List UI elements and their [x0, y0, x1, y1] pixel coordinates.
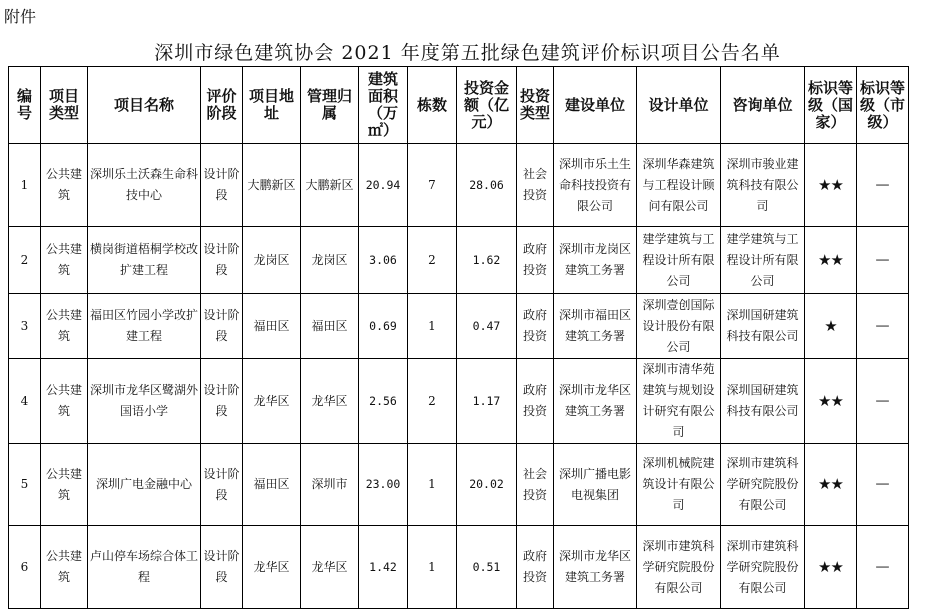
header-address: 项目地址: [243, 67, 301, 144]
cell-no: 6: [9, 526, 41, 609]
cell-buildings: 1: [408, 294, 457, 359]
cell-invest-type: 政府投资: [517, 294, 554, 359]
cell-investment: 1.62: [457, 227, 517, 294]
table-row: [9, 144, 909, 227]
cell-national-level: ★★: [805, 144, 857, 227]
header-consultant: 咨询单位: [721, 67, 805, 144]
cell-consultant: 深圳国研建筑科技有限公司: [721, 294, 805, 359]
cell-city-level: —: [857, 526, 909, 609]
header-designer: 设计单位: [637, 67, 721, 144]
header-no: 编号: [9, 67, 41, 144]
cell-designer: 深圳华森建筑与工程设计顾问有限公司: [637, 144, 721, 227]
cell-builder: 深圳广播电影电视集团: [554, 444, 637, 526]
table-header-row: [9, 67, 909, 144]
cell-stage: 设计阶段: [201, 359, 243, 444]
cell-type: 公共建筑: [41, 294, 88, 359]
cell-city-level: —: [857, 294, 909, 359]
cell-buildings: 1: [408, 444, 457, 526]
header-invest-type: 投资类型: [517, 67, 554, 144]
cell-type: 公共建筑: [41, 227, 88, 294]
cell-city-level: —: [857, 444, 909, 526]
table-row: [9, 444, 909, 526]
cell-buildings: 7: [408, 144, 457, 227]
cell-designer: 深圳壹创国际设计股份有限公司: [637, 294, 721, 359]
cell-name: 卢山停车场综合体工程: [88, 526, 201, 609]
table-row: [9, 526, 909, 609]
cell-jurisdiction: 龙华区: [301, 359, 359, 444]
cell-name: 深圳乐土沃森生命科技中心: [88, 144, 201, 227]
cell-name: 福田区竹园小学改扩建工程: [88, 294, 201, 359]
cell-stage: 设计阶段: [201, 526, 243, 609]
cell-buildings: 1: [408, 526, 457, 609]
cell-buildings: 2: [408, 227, 457, 294]
cell-investment: 1.17: [457, 359, 517, 444]
cell-city-level: —: [857, 144, 909, 227]
cell-area: 0.69: [359, 294, 408, 359]
cell-type: 公共建筑: [41, 526, 88, 609]
cell-stage: 设计阶段: [201, 227, 243, 294]
header-city-level: 标识等级（市级）: [857, 67, 909, 144]
cell-name: 深圳市龙华区鹭湖外国语小学: [88, 359, 201, 444]
cell-consultant: 深圳市建筑科学研究院股份有限公司: [721, 526, 805, 609]
cell-invest-type: 政府投资: [517, 359, 554, 444]
cell-investment: 0.51: [457, 526, 517, 609]
cell-designer: 深圳市建筑科学研究院股份有限公司: [637, 526, 721, 609]
cell-national-level: ★★: [805, 227, 857, 294]
attachment-label: 附件: [4, 7, 37, 26]
project-table: [8, 66, 909, 609]
page-title: 深圳市绿色建筑协会 2021 年度第五批绿色建筑评价标识项目公告名单: [154, 42, 781, 64]
cell-address: 大鹏新区: [243, 144, 301, 227]
header-builder: 建设单位: [554, 67, 637, 144]
cell-invest-type: 社会投资: [517, 444, 554, 526]
cell-jurisdiction: 深圳市: [301, 444, 359, 526]
cell-investment: 28.06: [457, 144, 517, 227]
cell-designer: 深圳市清华苑建筑与规划设计研究有限公司: [637, 359, 721, 444]
cell-national-level: ★★: [805, 359, 857, 444]
cell-city-level: —: [857, 227, 909, 294]
header-jurisdiction: 管理归属: [301, 67, 359, 144]
cell-national-level: ★★: [805, 444, 857, 526]
table-row: [9, 227, 909, 294]
cell-no: 5: [9, 444, 41, 526]
cell-area: 1.42: [359, 526, 408, 609]
cell-national-level: ★★: [805, 526, 857, 609]
cell-address: 福田区: [243, 444, 301, 526]
cell-address: 龙华区: [243, 526, 301, 609]
cell-builder: 深圳市龙岗区建筑工务署: [554, 227, 637, 294]
cell-stage: 设计阶段: [201, 294, 243, 359]
cell-address: 龙华区: [243, 359, 301, 444]
cell-consultant: 建学建筑与工程设计所有限公司: [721, 227, 805, 294]
table-row: [9, 359, 909, 444]
header-stage: 评价阶段: [201, 67, 243, 144]
cell-investment: 20.02: [457, 444, 517, 526]
table-row: [9, 294, 909, 359]
cell-jurisdiction: 龙华区: [301, 526, 359, 609]
cell-name: 深圳广电金融中心: [88, 444, 201, 526]
cell-no: 3: [9, 294, 41, 359]
cell-consultant: 深圳国研建筑科技有限公司: [721, 359, 805, 444]
cell-invest-type: 社会投资: [517, 144, 554, 227]
cell-name: 横岗街道梧桐学校改扩建工程: [88, 227, 201, 294]
cell-area: 2.56: [359, 359, 408, 444]
cell-type: 公共建筑: [41, 359, 88, 444]
header-national-level: 标识等级（国家）: [805, 67, 857, 144]
header-area: 建筑面积（万㎡）: [359, 67, 408, 144]
cell-invest-type: 政府投资: [517, 227, 554, 294]
cell-type: 公共建筑: [41, 444, 88, 526]
cell-builder: 深圳市福田区建筑工务署: [554, 294, 637, 359]
cell-national-level: ★: [805, 294, 857, 359]
cell-jurisdiction: 福田区: [301, 294, 359, 359]
header-project-type: 项目类型: [41, 67, 88, 144]
header-project-name: 项目名称: [88, 67, 201, 144]
cell-stage: 设计阶段: [201, 144, 243, 227]
cell-designer: 建学建筑与工程设计所有限公司: [637, 227, 721, 294]
cell-builder: 深圳市龙华区建筑工务署: [554, 526, 637, 609]
cell-address: 龙岗区: [243, 227, 301, 294]
cell-no: 1: [9, 144, 41, 227]
cell-city-level: —: [857, 359, 909, 444]
cell-builder: 深圳市乐土生命科技投资有限公司: [554, 144, 637, 227]
cell-investment: 0.47: [457, 294, 517, 359]
cell-no: 4: [9, 359, 41, 444]
cell-builder: 深圳市龙华区建筑工务署: [554, 359, 637, 444]
cell-consultant: 深圳市建筑科学研究院股份有限公司: [721, 444, 805, 526]
header-investment: 投资金额（亿元）: [457, 67, 517, 144]
header-buildings: 栋数: [408, 67, 457, 144]
cell-consultant: 深圳市骏业建筑科技有限公司: [721, 144, 805, 227]
cell-buildings: 2: [408, 359, 457, 444]
cell-address: 福田区: [243, 294, 301, 359]
cell-invest-type: 政府投资: [517, 526, 554, 609]
cell-area: 20.94: [359, 144, 408, 227]
cell-area: 23.00: [359, 444, 408, 526]
cell-type: 公共建筑: [41, 144, 88, 227]
cell-stage: 设计阶段: [201, 444, 243, 526]
cell-no: 2: [9, 227, 41, 294]
cell-jurisdiction: 大鹏新区: [301, 144, 359, 227]
cell-designer: 深圳机械院建筑设计有限公司: [637, 444, 721, 526]
cell-area: 3.06: [359, 227, 408, 294]
cell-jurisdiction: 龙岗区: [301, 227, 359, 294]
